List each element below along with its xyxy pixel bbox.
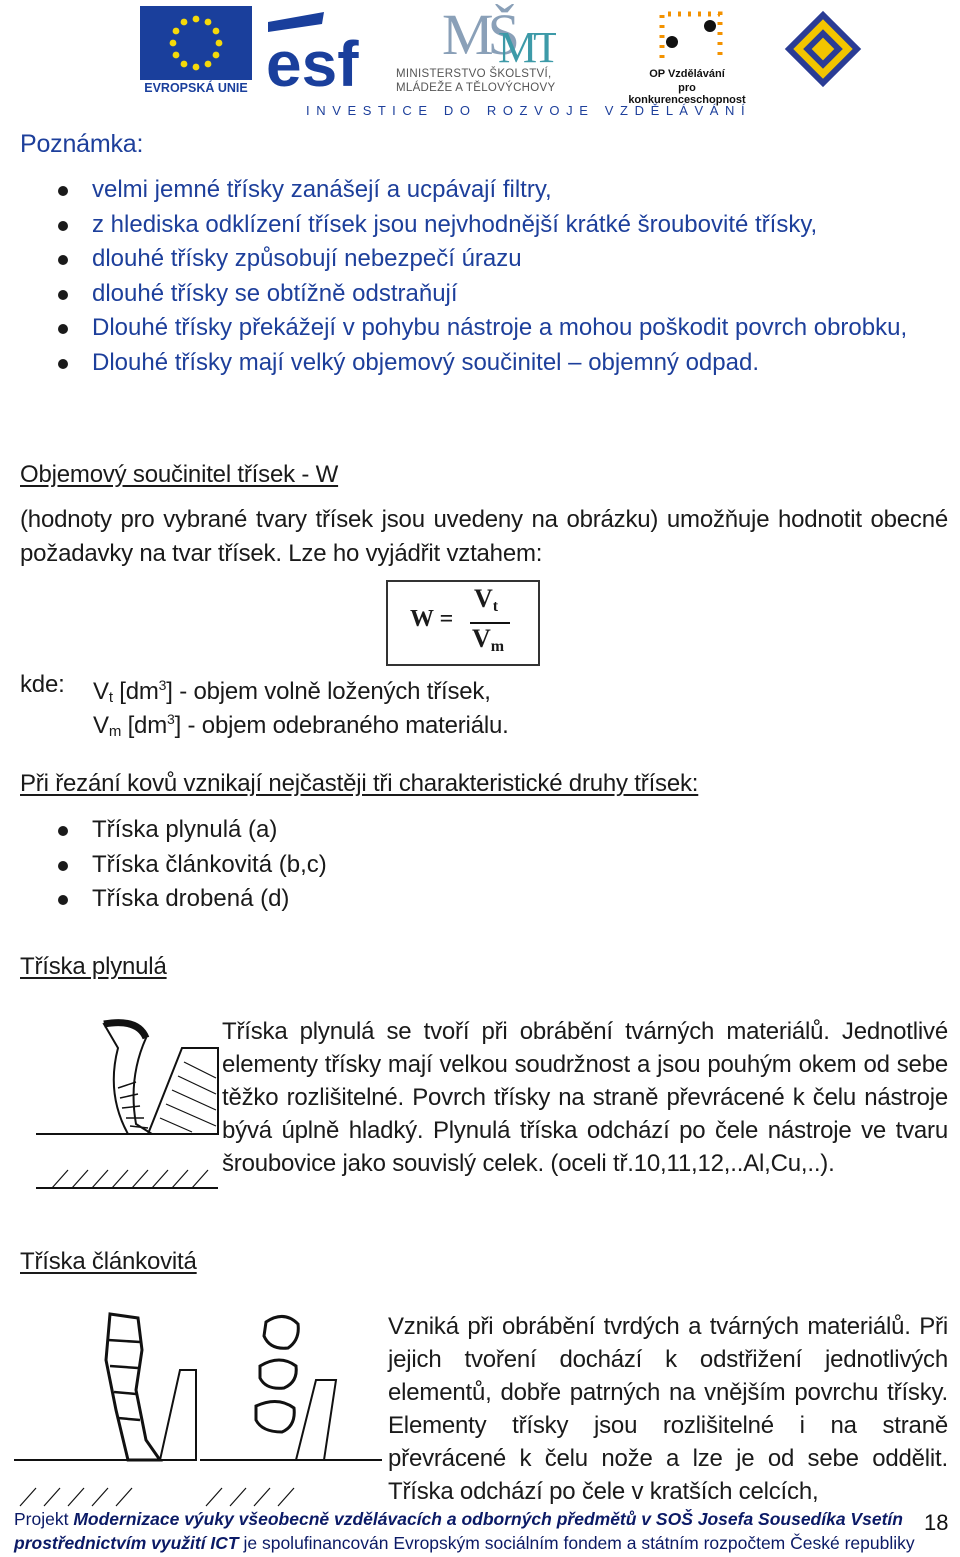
footer-ict: prostřednictvím využití ICT [14,1533,239,1553]
footer-line-2 [14,1531,954,1555]
list-item: dlouhé třísky způsobují nebezpečí úrazu [20,242,950,277]
op-label-2: pro konkurenceschopnost [628,82,746,106]
list-item: Dlouhé třísky překážejí v pohybu nástroje a mohou poškodit povrch obrobku, [20,311,950,346]
eu-flag-icon [140,6,252,80]
list-item: Dlouhé třísky mají velký objemový součinitel – objemný odpad. [20,346,950,381]
list-item: Tříska plynulá (a) [20,813,920,848]
def-subscript: t [108,689,113,706]
eu-label: EVROPSKÁ UNIE [144,81,248,95]
def-subscript: m [108,723,122,740]
def-exponent: 3 [158,677,167,693]
school-emblem-icon [782,8,864,90]
types-heading: Při řezání kovů vznikají nejčastěji tři charakteristické druhy třísek: [20,770,699,797]
eu-logo [140,6,252,96]
definition-vm [93,702,509,749]
msmt-mark-icon [436,4,556,64]
formula-numerator [474,584,498,616]
def-symbol: V [93,678,109,705]
def-exponent: 3 [167,711,175,727]
note-heading: Poznámka: [20,130,144,158]
volume-paragraph: (hodnoty pro vybrané tvary třísek jsou uvedeny na obrázku) umožňuje hodnotit obecné požadavky na tvar třísek. Lze ho vyjádřit vztahem: [20,506,948,567]
formula-num-sub: t [492,598,499,615]
msmt-label-1: MINISTERSTVO ŠKOLSTVÍ, [396,68,552,80]
list-item: velmi jemné třísky zanášejí a ucpávají filtry, [20,173,950,208]
formula-den-symbol: V [472,624,491,653]
formula-lhs: W = [410,606,454,632]
formula-num-symbol: V [474,584,493,613]
list-item: z hlediska odklízení třísek jsou nejvhodnější krátké šroubovité třísky, [20,208,950,243]
formula-denominator [472,624,504,656]
segmented-chip-figure-c [196,1310,386,1520]
segmented-heading: Tříska článkovitá [20,1248,197,1275]
esf-label: esf [266,28,359,96]
page-number: 18 [924,1510,949,1535]
kde-label: kde: [20,671,65,698]
school-logo [782,8,864,90]
header-tagline: I N V E S T I C E D O R O Z V O J E V Z D Ě L Á V Á N Í [306,103,747,118]
list-item: dlouhé třísky se obtížně odstraňují [20,277,950,312]
continuous-chip-figure [32,1018,222,1208]
segmented-text: Vzniká při obrábění tvrdých a tvárných materiálů. Při jejich tvoření dochází k odstřižení jednotlivých elementů, dobře patrných na vnějším povrchu třísky. Elementy třísky jsou rozlišitelné i na straně převrácené k čelu nože a lze je od sebe oddělit. Tříska odchází po čele v kratších celcích, [388,1313,948,1505]
svg-text:MŠ: MŠ [442,4,514,64]
volume-heading: Objemový součinitel třísek - W [20,461,339,488]
footer-line-1 [14,1507,954,1531]
footer-text: je spolufinancován Evropským sociálním fondem a státním rozpočtem České republiky [238,1533,915,1553]
op-mark-icon [650,4,730,64]
footer-project-name: Modernizace výuky všeobecně vzdělávacích a odborných předmětů v SOŠ Josefa Sousedíka Vsetín [73,1509,903,1529]
def-unit: [dm [121,712,167,739]
segmented-chip-figure-b [10,1310,200,1520]
def-text: ] - objem volně ložených třísek, [166,678,491,705]
def-text: ] - objem odebraného materiálu. [174,712,509,739]
formula-den-sub: m [490,638,505,655]
footer-text: Projekt [14,1509,74,1529]
esf-mark-icon [264,12,374,96]
msmt-logo [396,4,566,96]
note-list [20,173,950,380]
msmt-label-2: MLÁDEŽE A TĚLOVÝCHOVY [396,82,556,94]
list-item: Tříska drobená (d) [20,882,920,917]
op-logo [622,4,752,106]
def-symbol: V [93,712,109,739]
op-label-1: OP Vzdělávání [649,68,725,80]
types-list [20,813,920,917]
esf-logo [264,12,374,96]
continuous-heading: Tříska plynulá [20,953,167,980]
continuous-text: Tříska plynulá se tvoří při obrábění tvárných materiálů. Jednotlivé elementy třísky mají velkou soudržnost a jsou pouhým okem od sebe těžko rozlišitelné. Povrch třísky na straně převrácené k čelu nástroje bývá úplně hladký. Plynulá tříska odchází po čele nástroje ve tvaru šroubovice jako souvislý celek. (oceli tř.10,11,12,..Al,Cu,..). [222,1018,948,1177]
svg-text:MT: MT [498,23,556,64]
footer [14,1507,954,1555]
list-item: Tříska článkovitá (b,c) [20,848,920,883]
def-unit: [dm [112,678,159,705]
formula-box [386,580,540,666]
